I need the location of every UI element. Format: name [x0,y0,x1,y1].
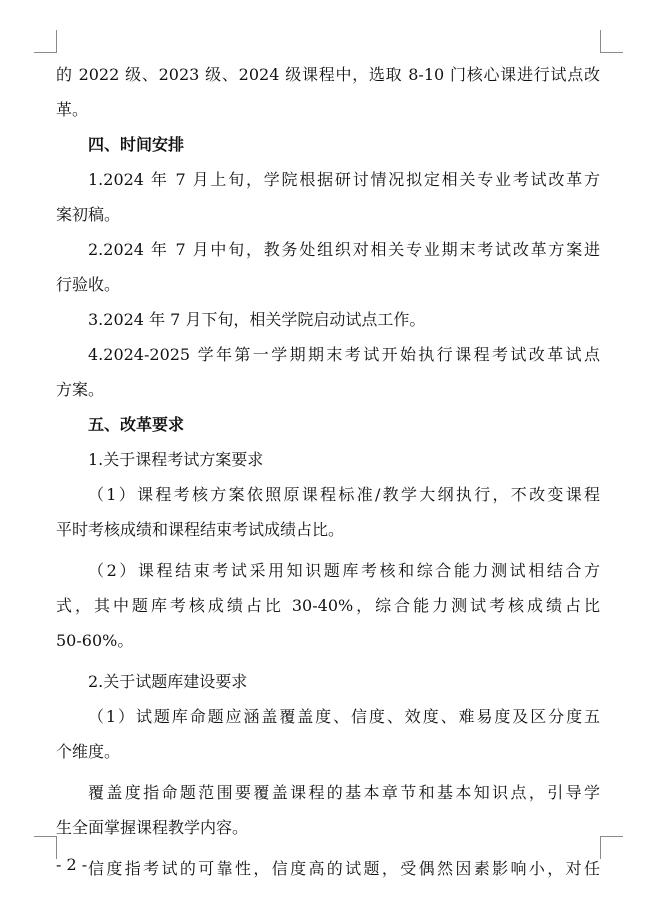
text-line: 行验收。 [56,275,121,294]
text-line: 50-60%。 [56,631,134,650]
text-line: 革。 [56,100,89,119]
crop-mark-bottom-right [600,836,623,859]
text-line: 方案。 [56,380,105,399]
document-body [56,57,600,886]
text-line: 案初稿。 [56,205,121,224]
crop-mark-top-left [34,30,57,53]
text-line: 2.关于试题库建设要求 [88,672,248,691]
text-line: 个维度。 [56,742,121,761]
text-line: 2.2024 年 7 月中旬，教务处组织对相关专业期末考试改革方案进 [88,240,600,259]
text-line: 的 2022 级、2023 级、2024 级课程中，选取 8-10 门核心课进行试点改 [56,65,600,84]
section-heading: 四、时间安排 [88,135,185,154]
text-line: 覆盖度指命题范围要覆盖课程的基本章节和基本知识点，引导学 [88,783,600,802]
text-line: 平时考核成绩和课程结束考试成绩占比。 [56,520,345,539]
text-line: 3.2024 年 7 月下旬，相关学院启动试点工作。 [88,310,426,329]
crop-mark-top-right [600,30,623,53]
text-line: 1.2024 年 7 月上旬，学院根据研讨情况拟定相关专业考试改革方 [88,170,600,189]
crop-mark-bottom-left [34,836,57,859]
text-line: 1.关于课程考试方案要求 [88,450,264,469]
text-line: （1）课程考核方案依照原课程标准/教学大纲执行，不改变课程 [88,485,600,504]
text-line: 4.2024-2025 学年第一学期期末考试开始执行课程考试改革试点 [88,345,600,364]
text-line: （1）试题库命题应涵盖覆盖度、信度、效度、难易度及区分度五 [88,707,600,726]
text-line: 式，其中题库考核成绩占比 30-40%，综合能力测试考核成绩占比 [56,596,600,615]
text-line: 生全面掌握课程教学内容。 [56,818,249,837]
page-number: - 2 - [56,855,88,874]
text-line: （2）课程结束考试采用知识题库考核和综合能力测试相结合方 [88,561,600,580]
section-heading: 五、改革要求 [88,415,185,434]
text-line: 信度指考试的可靠性，信度高的试题，受偶然因素影响小，对任 [88,859,600,878]
